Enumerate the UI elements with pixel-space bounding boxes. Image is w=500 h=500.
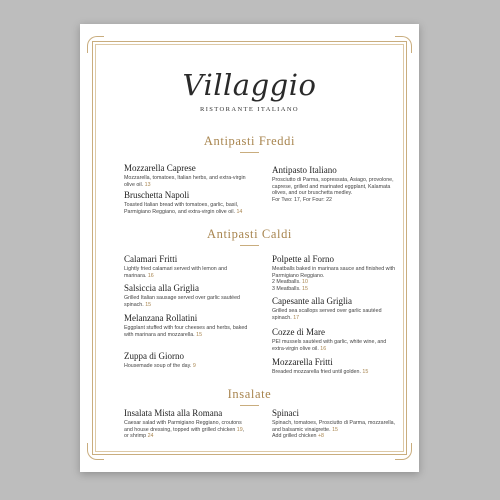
item-description: Spinach, tomatoes, Prosciutto di Parma, mozzarella, and balsamic vinaigrette. 15 (272, 420, 396, 433)
menu-item (272, 327, 397, 352)
item-description: Caesar salad with Parmigiano Reggiano, croutons and house dressing, topped with grilled chicken 19, or shrimp 24 (124, 420, 245, 440)
item-name: Melanzana Rollatini (124, 313, 198, 323)
section-divider (240, 245, 259, 246)
item-price: 15 (332, 426, 338, 433)
item-name: Calamari Fritti (124, 254, 178, 264)
item-option: Add grilled chicken +8 (272, 433, 324, 440)
item-name: Capesante alla Griglia (272, 296, 352, 306)
section-title-antipasti-caldi: Antipasti Caldi (206, 227, 293, 241)
menu-item (124, 254, 249, 279)
item-price: 16 (320, 345, 327, 352)
section-divider (240, 405, 259, 406)
item-price: 14 (236, 208, 243, 215)
item-price: 15 (196, 331, 203, 338)
restaurant-logo: Villaggio (182, 68, 317, 102)
item-name: Antipasto Italiano (272, 165, 337, 175)
item-name: Insalata Mista alla Romana (124, 408, 223, 418)
item-name: Mozzarella Fritti (272, 357, 333, 367)
item-name: Polpette al Forno (272, 254, 334, 264)
corner-ornament (395, 443, 412, 460)
section-title-insalate: Insalate (227, 387, 272, 401)
item-price: 16 (147, 272, 154, 279)
menu-item (124, 313, 249, 338)
item-price: 10 (302, 279, 308, 286)
item-price: 9 (192, 363, 196, 369)
item-name: Cozze di Mare (272, 327, 325, 337)
item-price: +8 (317, 433, 324, 440)
item-price: 15 (145, 301, 152, 308)
item-description: Toasted Italian bread with tomatoes, garlic, basil, Parmigiano Reggiano, and extra-virgin olive oil. 14 (124, 202, 243, 215)
corner-ornament (395, 36, 412, 53)
item-description: Eggplant stuffed with four cheeses and herbs, baked with marinara and mozzarella. 15 (124, 325, 248, 338)
item-price: 15 (302, 286, 308, 293)
menu-item (272, 254, 397, 293)
menu-item (124, 163, 249, 188)
item-price: 15 (362, 369, 369, 375)
menu-item (272, 165, 397, 204)
menu-item (272, 357, 397, 376)
corner-ornament (87, 443, 104, 460)
item-description: Meatballs baked in marinara sauce and finished with Parmigiano Reggiano. (272, 266, 396, 279)
menu-item (124, 408, 249, 440)
item-name: Salsiccia alla Griglia (124, 283, 199, 293)
menu-item (124, 190, 249, 215)
restaurant-tagline: RISTORANTE ITALIANO (199, 106, 300, 113)
menu-item (272, 296, 397, 321)
section-divider (240, 152, 259, 153)
item-description: Grilled sea scallops served over garlic sautéed spinach. 17 (272, 308, 382, 321)
item-option: 2 Meatballs. 10 (272, 279, 308, 286)
item-name: Zuppa di Giorno (124, 351, 184, 361)
item-price: For Two: 17, For Four: 22 (272, 197, 332, 204)
item-description: Mozzarella, tomatoes, Italian herbs, and extra-virgin olive oil. 13 (124, 175, 246, 188)
item-description: Grilled Italian sausage served over garlic sautéed spinach. 15 (124, 295, 241, 308)
item-name: Bruschetta Napoli (124, 190, 190, 200)
corner-ornament (87, 36, 104, 53)
item-description: Breaded mozzarella fried until golden. 15 (272, 369, 369, 375)
item-description: Housemade soup of the day. 9 (124, 363, 196, 369)
item-description: Lightly fried calamari served with lemon and marinara. 16 (124, 266, 228, 279)
section-title-antipasti-freddi: Antipasti Freddi (203, 134, 296, 148)
item-price: 17 (293, 314, 300, 321)
item-option: 3 Meatballs. 15 (272, 286, 308, 293)
item-name: Mozzarella Caprese (124, 163, 196, 173)
item-price: 19 (236, 426, 243, 433)
item-price: 13 (144, 181, 151, 188)
menu-item (124, 351, 249, 370)
item-description: PEI mussels sautéed with garlic, white wine, and extra-virgin olive oil. 16 (272, 339, 387, 352)
menu-item (124, 283, 249, 308)
item-price: 24 (147, 433, 154, 440)
menu-page (80, 24, 419, 472)
item-description: Prosciutto di Parma, sopressata, Asiago, provolone, caprese, grilled and marinated eggplant, Kalamata olives, and our bruschetta medley. (272, 177, 394, 197)
menu-item (272, 408, 397, 440)
item-name: Spinaci (272, 408, 299, 418)
